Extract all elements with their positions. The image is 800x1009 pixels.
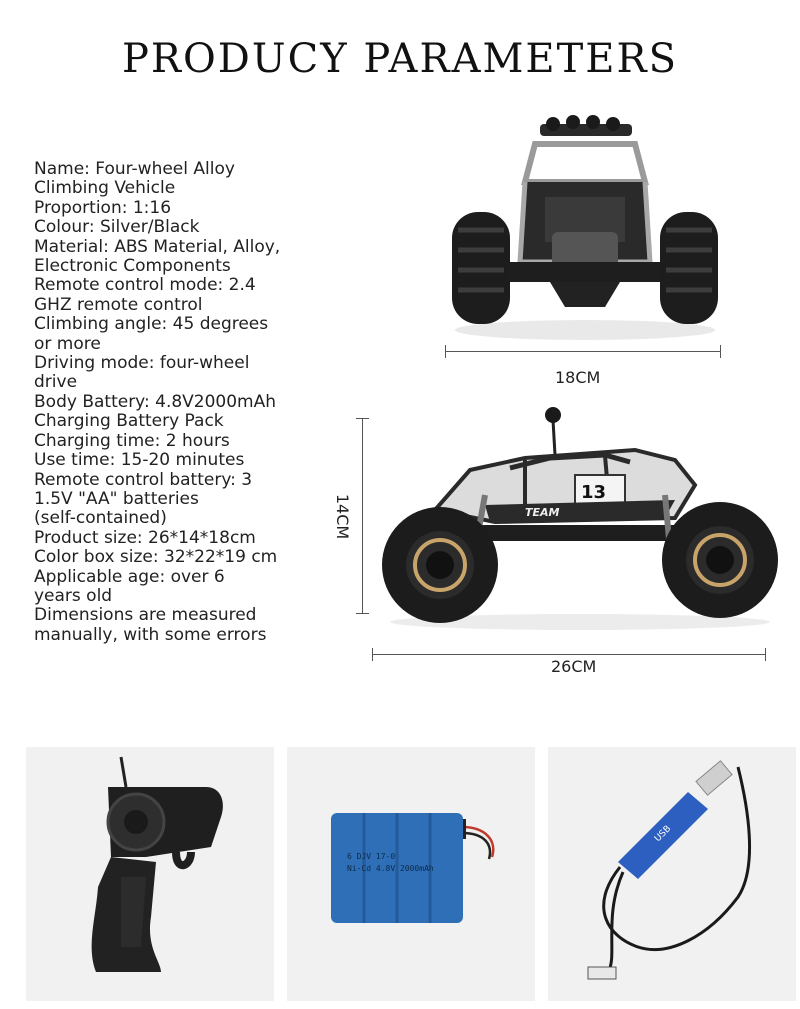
spec-line: Charging time: 2 hours [34,430,230,451]
spec-line: (self-contained) [34,508,167,529]
spec-line: or more [34,333,101,354]
spec-line: manually, with some errors [34,624,267,645]
spec-line: Driving mode: four-wheel [34,353,250,374]
spec-line: Electronic Components [34,256,231,277]
spec-line: 1.5V "AA" batteries [34,488,199,509]
spec-line: Applicable age: over 6 [34,566,225,587]
battery-pack-panel [287,747,535,1001]
height-dimension-label: 14CM [333,493,353,540]
remote-control-panel [26,747,274,1001]
width-dimension-line [445,351,721,352]
spec-line: Remote control mode: 2.4 [34,275,256,296]
spec-list [34,160,334,645]
spec-line: Charging Battery Pack [34,411,224,432]
width-dimension-label: 18CM [555,368,601,387]
spec-line: Name: Four-wheel Alloy [34,159,235,179]
length-dimension-label: 26CM [551,657,597,676]
spec-line: Use time: 15-20 minutes [34,450,245,471]
usb-charger-image [548,747,796,1001]
battery-pack-image [287,747,535,1001]
usb-charger-panel [548,747,796,1001]
spec-line: Product size: 26*14*18cm [34,527,256,548]
spec-line: Body Battery: 4.8V2000mAh [34,391,277,412]
car-side-view [375,400,785,630]
remote-control-image [26,747,274,1001]
spec-line: Climbing Vehicle [34,178,176,199]
battery-label-line2: Ni-Cd 4.8V 2000mAh [347,864,434,873]
height-dimension-line [362,418,363,614]
spec-line: Remote control battery: 3 [34,469,253,490]
spec-line: Climbing angle: 45 degrees [34,314,269,335]
spec-line: GHZ remote control [34,294,203,315]
spec-line: Color box size: 32*22*19 cm [34,547,278,568]
page-title: PRODUCY PARAMETERS [121,36,679,82]
spec-line: Material: ABS Material, Alloy, [34,236,281,257]
battery-label-line1: 6 DJV 17-0 [347,852,396,861]
length-dimension-line [372,654,766,655]
spec-line: years old [34,585,113,606]
car-front-view [440,112,730,344]
spec-line: Dimensions are measured [34,605,257,626]
spec-line: Colour: Silver/Black [34,217,200,238]
usb-label: USB [653,823,674,845]
spec-line: Proportion: 1:16 [34,197,172,218]
car-badge: 13 [581,482,607,503]
spec-line: drive [34,372,78,393]
car-team-text: TEAM [525,506,560,519]
